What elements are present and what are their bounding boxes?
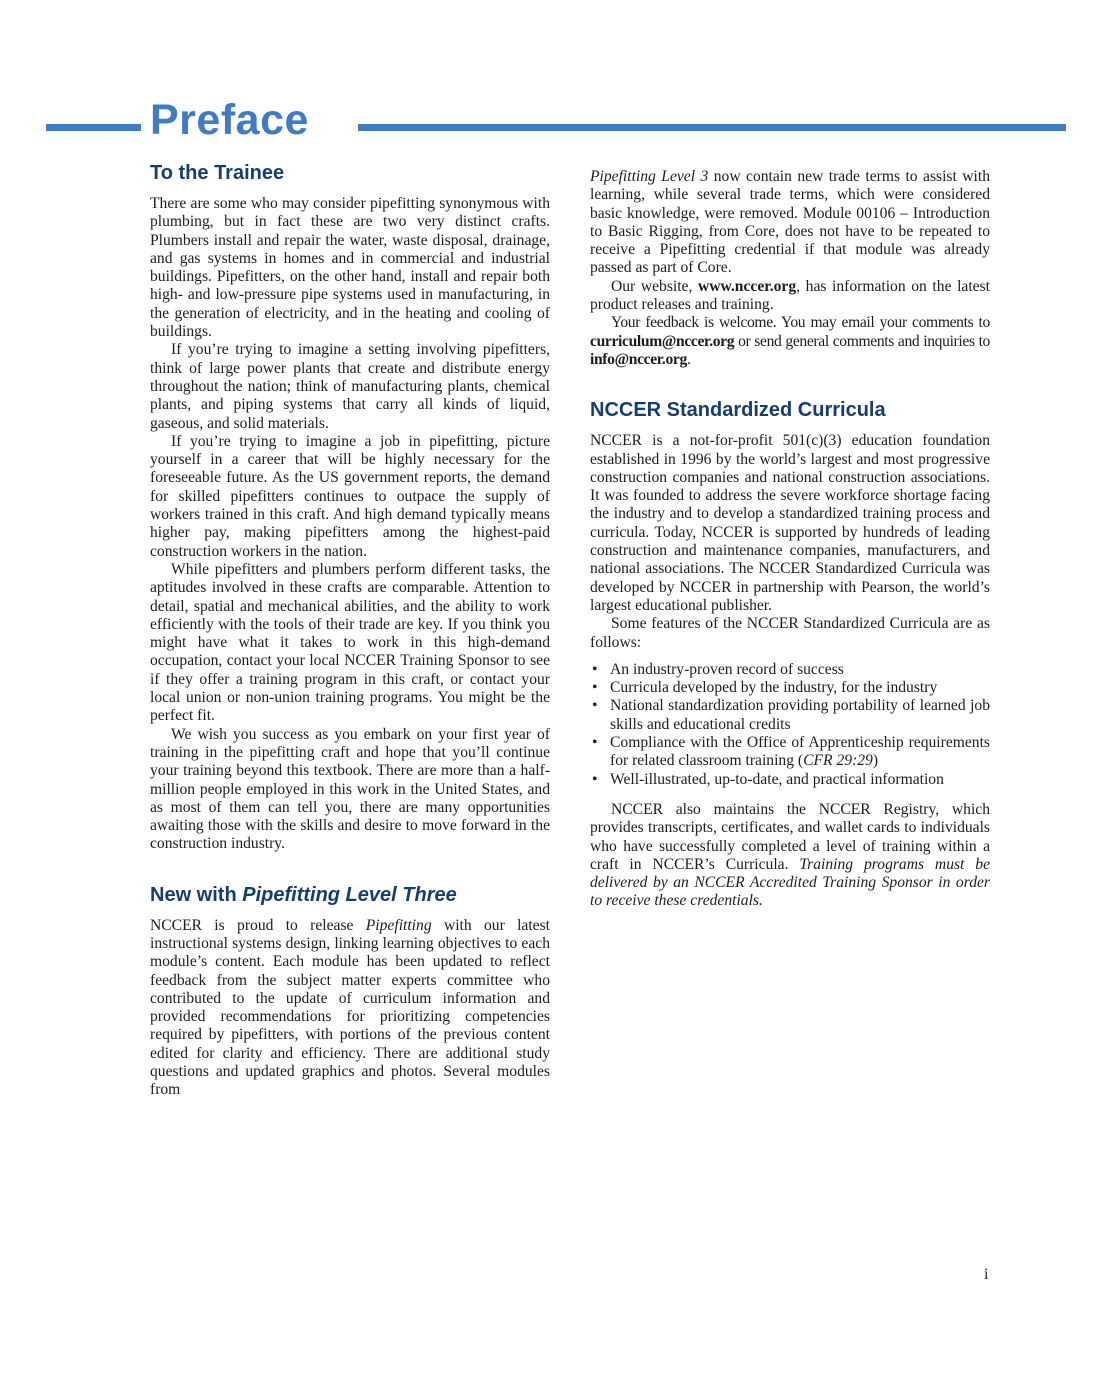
left-column [150,162,550,1100]
section-spacer [590,369,990,399]
trainee-paragraph-1: There are some who may consider pipefitting synonymous with plumbing, but in fact these are two very distinct crafts. Plumbers install and repair the water, waste disposal, drainage, and gas systems in homes and in commercial and industrial buildings. Pipefitters, on the other hand, install and repair both high- and low-pressure pipe systems used in manufacturing, in the generation of electricity, and in the heating and cooling of buildings. [150,195,550,341]
new-with-heading-title: Pipefitting Level Three [242,883,457,906]
title-rule-left [46,124,141,131]
list-item: • An industry-proven record of success [590,661,990,679]
website-text: , has information on the latest product releases and training. [590,277,990,314]
registry-text: NCCER also maintains the NCCER Registry, which provides transcripts, certificates, and wallet cards to individuals who have successfully completed a level of training within a craft in NCCER’s Curricula. [590,800,990,873]
trainee-paragraph-2: If you’re trying to imagine a setting involving pipefitters, think of large power plants that create and distribute energy throughout the nation; think of manufacturing plants, chemical plants, and piping systems that carry all kinds of liquid, gaseous, and solid materials. [150,341,550,432]
list-item: • National standardization providing portability of learned job skills and educational credits [590,697,990,734]
new-with-text: now contain new trade terms to assist with learning, while several trade terms, which were considered basic knowledge, were removed. Module 00106 – Introduction to Basic Rigging, from Core, does not have to be repeated to receive a Pipefitting credential if that module was already passed as part of Core. [590,168,990,277]
list-item-text: ) [872,752,879,770]
curricula-heading: NCCER Standardized Curricula [590,399,886,422]
curricula-paragraph-3 [590,801,990,911]
feedback-paragraph [590,314,990,369]
curricula-paragraph-1: NCCER is a not-for-profit 501(c)(3) education foundation established in 1996 by the world’s largest and most progressive construction companies and national construction associations. It was founded to address the severe workforce shortage facing the industry and to develop a standardized training process and curricula. Today, NCCER is supported by hundreds of leading construction and maintenance companies, manufacturers, and national associations. The NCCER Standardized Curricula was developed by NCCER in partnership with Pearson, the world’s largest educational publisher. [590,432,990,614]
info-email-link[interactable]: info@nccer.org [590,350,687,368]
regulation-citation: CFR 29:29 [803,752,873,770]
title-row [0,96,1110,148]
list-item-text: Compliance with the Office of Apprenticeship requirements for related classroom training ( [610,734,990,770]
page-title: Preface [150,96,309,144]
book-title: Pipefitting [365,916,432,934]
section-spacer [150,854,550,884]
new-with-text: with our latest instructional systems design, linking learning objectives to each module’s content. Each module has been updated to reflect feedback from the subject matter experts committee who contributed to the update of curriculum information and provided recommendations for prioritizing competencies required by pipefitters, with portions of the previous content edited for clarity and efficiency. There are additional study questions and updated graphics and photos. Several modules from [150,916,550,1099]
feedback-text: . [686,350,691,368]
curricula-paragraph-2: Some features of the NCCER Standardized Curricula are as follows: [590,615,990,651]
feedback-text: Your feedback is welcome. You may email your comments to [611,314,990,332]
list-item [590,734,990,771]
features-list [590,661,990,789]
new-with-heading-lead: New with [150,883,243,906]
registry-note: Training programs must be delivered by an NCCER Accredited Training Sponsor in order to receive these credentials. [590,855,990,910]
website-text: Our website, [611,277,698,295]
list-item: • Curricula developed by the industry, for the industry [590,679,990,697]
new-with-text: NCCER is proud to release [150,916,366,934]
feedback-text: or send general comments and inquiries to [734,332,990,350]
curriculum-email-link[interactable]: curriculum@nccer.org [590,332,735,350]
book-title: Pipefitting Level 3 [590,168,709,185]
trainee-heading: To the Trainee [150,162,285,184]
list-item: • Well-illustrated, up-to-date, and practical information [590,771,990,789]
right-column [590,168,990,911]
website-paragraph [590,278,990,315]
new-with-heading [150,884,550,907]
new-with-paragraph-1-continued [590,168,990,278]
page-number: i [984,1266,989,1283]
title-rule-right [358,124,1066,131]
trainee-paragraph-3: If you’re trying to imagine a job in pipefitting, picture yourself in a career that will be highly necessary for the foreseeable future. As the US government reports, the demand for skilled pipefitters continues to outpace the supply of workers trained in this craft. And high demand typically means higher pay, making pipefitters among the highest-paid construction workers in the nation. [150,432,550,560]
trainee-paragraph-5: We wish you success as you embark on your first year of training in the pipefitting craft and hope that you’ll continue your training beyond this textbook. There are more than a half-million people employed in this work in the United States, and as most of them can tell you, there are many opportunities awaiting those with the skills and desire to move forward in the construction industry. [150,725,550,853]
new-with-paragraph-1 [150,917,550,1100]
website-link[interactable]: www.nccer.org [697,277,797,295]
trainee-paragraph-4: While pipefitters and plumbers perform different tasks, the aptitudes involved in these crafts are comparable. Attention to detail, spatial and mechanical abilities, and the ability to work efficiently with the tools of their trade are key. If you think you might have what it takes to work in this high-demand occupation, contact your local NCCER Training Sponsor to see if they offer a training program in this craft, or contact your local union or non-union training programs. You might be the perfect fit. [150,560,550,725]
